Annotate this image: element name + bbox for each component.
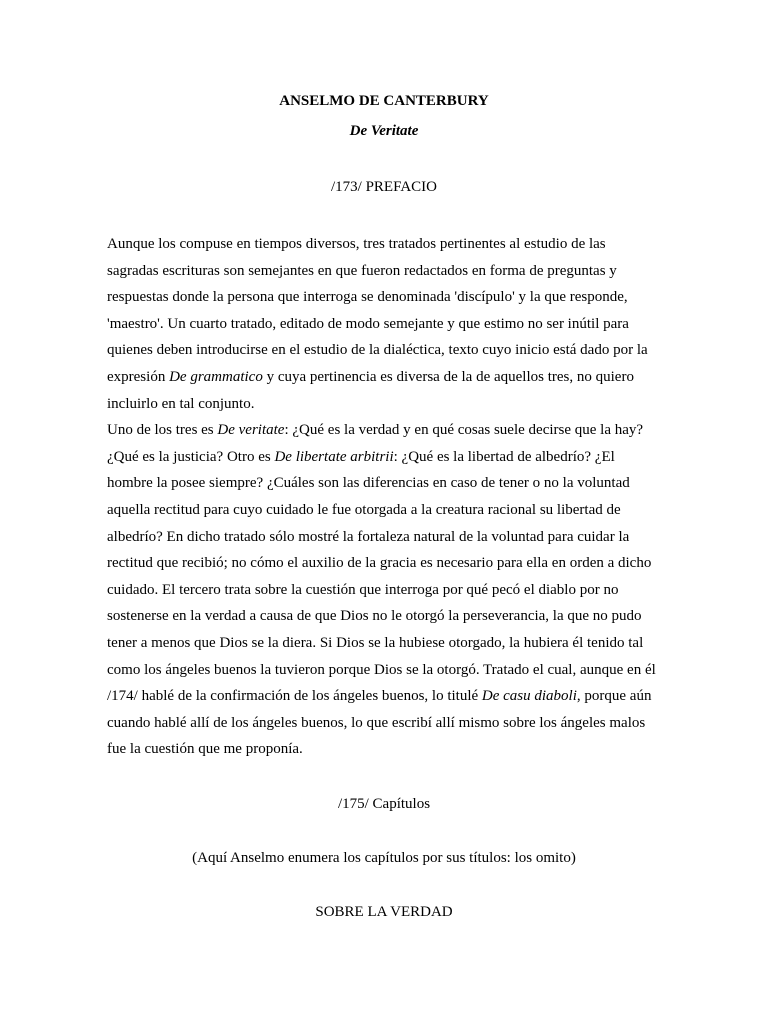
text-line <box>107 630 662 657</box>
italic-title: De casu diaboli <box>481 688 577 705</box>
text-line <box>107 470 662 497</box>
text-segment: hombre la posee siempre? ¿Cuáles son las diferencias en caso de tener o no la voluntad <box>107 475 630 492</box>
text-line <box>107 524 662 551</box>
text-segment: cuando hablé allí de los ángeles buenos, lo que escribí allí mismo sobre los ángeles malos <box>107 714 646 731</box>
text-line <box>107 683 662 710</box>
prefacio-heading: /173/ PREFACIO <box>331 179 437 195</box>
text-line <box>107 284 662 311</box>
text-segment: sostenerse en la verdad a causa de que Dios no le otorgó la perseverancia, la que no pudo <box>107 608 642 625</box>
text-line <box>107 736 662 763</box>
text-segment: incluirlo en tal conjunto. <box>107 395 255 412</box>
text-segment: albedrío? En dicho tratado sólo mostré la fortaleza natural de la voluntad para cuidar la <box>107 528 630 545</box>
text-segment: : ¿Qué es la libertad de albedrío? ¿El <box>393 448 615 465</box>
paragraph-1 <box>107 231 662 417</box>
text-line <box>107 710 662 737</box>
text-segment: , porque aún <box>576 688 652 705</box>
text-segment: cuidado. El tercero trata sobre la cuestión que interroga por qué pecó el diablo por no <box>107 581 619 598</box>
document-subtitle: De Veritate <box>349 123 419 139</box>
text-line <box>107 550 662 577</box>
text-line <box>107 497 662 524</box>
text-segment: ¿Qué es la justicia? Otro es <box>107 448 275 465</box>
text-line <box>107 311 662 338</box>
text-line <box>107 444 662 471</box>
italic-title: De grammatico <box>169 368 263 385</box>
text-segment: quienes deben introducirse en el estudio de la dialéctica, texto cuyo inicio está dado por la <box>107 342 648 359</box>
text-line <box>107 657 662 684</box>
text-line <box>107 391 662 418</box>
document-title: ANSELMO DE CANTERBURY <box>279 93 489 109</box>
text-segment: Aunque los compuse en tiempos diversos, tres tratados pertinentes al estudio de las <box>107 236 606 252</box>
capitulos-heading: /175/ Capítulos <box>337 796 431 812</box>
text-segment: como los ángeles buenos la tuvieron porque Dios se la otorgó. Tratado el cual, aunque en él <box>107 661 656 678</box>
text-segment: y cuya pertinencia es diversa de la de aquellos tres, no quiero <box>262 368 634 385</box>
text-line <box>107 417 662 444</box>
text-segment: /174/ hablé de la confirmación de los ángeles buenos, lo titulé <box>107 688 482 705</box>
italic-title: De veritate <box>217 422 285 439</box>
text-segment: aquella rectitud para cuyo cuidado le fue otorgada a la creatura racional su libertad de <box>107 501 621 518</box>
omission-note: (Aquí Anselmo enumera los capítulos por sus títulos: los omito) <box>192 850 576 866</box>
text-segment: : ¿Qué es la verdad y en qué cosas suele decirse que la hay? <box>284 422 644 439</box>
text-line <box>107 577 662 604</box>
text-line <box>107 603 662 630</box>
paragraph-2 <box>107 417 662 763</box>
italic-title: De libertate arbitrii <box>274 448 394 465</box>
text-segment: respuestas donde la persona que interroga se denominada 'discípulo' y la que responde, <box>107 289 628 306</box>
text-line <box>107 337 662 364</box>
text-line <box>107 258 662 285</box>
text-segment: rectitud que recibió; no cómo el auxilio de la gracia es necesario para ella en orden a dicho <box>107 555 652 572</box>
body-text <box>107 231 662 763</box>
text-segment: sagradas escrituras son semejantes en que fueron redactados en forma de preguntas y <box>107 262 617 279</box>
text-segment: expresión <box>107 368 170 385</box>
text-segment: fue la cuestión que me proponía. <box>107 741 303 758</box>
sobre-la-verdad-heading: SOBRE LA VERDAD <box>315 904 453 920</box>
text-line <box>107 364 662 391</box>
text-line <box>107 231 662 258</box>
text-segment: 'maestro'. Un cuarto tratado, editado de modo semejante y que estimo no ser inútil para <box>107 315 629 332</box>
text-segment: Uno de los tres es <box>107 422 218 439</box>
text-segment: tener a menos que Dios se la diera. Si Dios se la hubiese otorgado, la hubiera él tenido tal <box>107 634 644 651</box>
